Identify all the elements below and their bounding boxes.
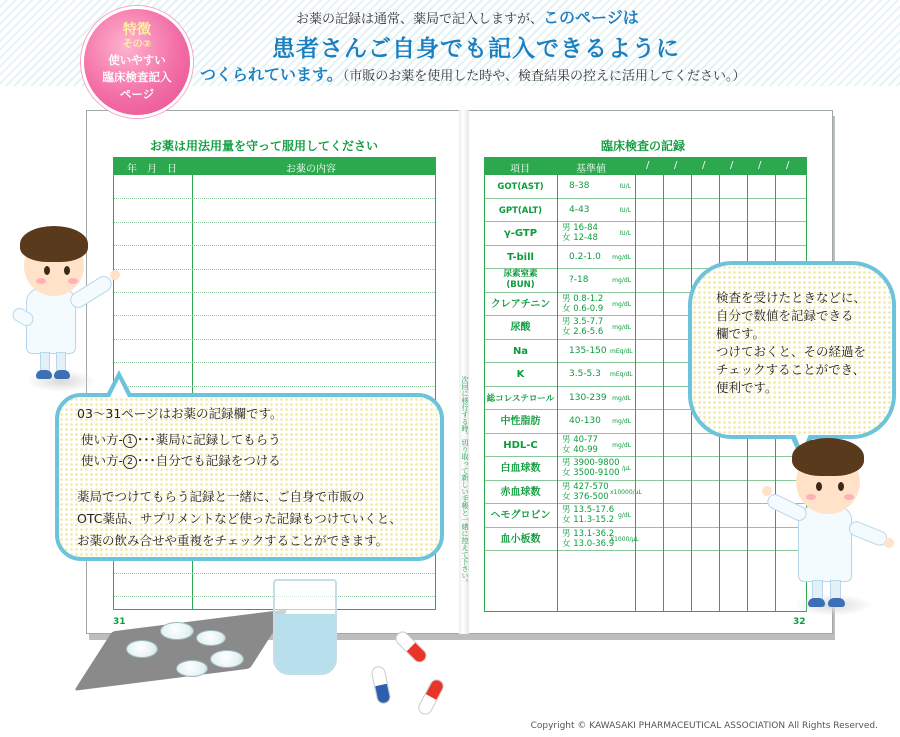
hand bbox=[884, 538, 894, 548]
tablet bbox=[126, 640, 158, 658]
lab-reference-value: 0.2-1.0 bbox=[569, 251, 601, 262]
lab-item-name: 赤血球数 bbox=[500, 486, 541, 498]
lab-item-name: 尿酸 bbox=[510, 322, 531, 333]
col-date-slash-1: / bbox=[646, 160, 650, 171]
shoe bbox=[36, 370, 52, 379]
lab-reference-value: 男 13.5-17.6 女 11.3-15.2 bbox=[562, 505, 615, 525]
col-date-header: 年 月 日 bbox=[127, 164, 177, 175]
cheek bbox=[36, 278, 46, 284]
medication-rule-line bbox=[114, 362, 435, 363]
leg bbox=[56, 352, 66, 372]
lab-item-name: γ-GTP bbox=[503, 228, 538, 239]
lab-coat bbox=[798, 506, 852, 582]
usage-1-prefix: 使い方- bbox=[81, 432, 124, 447]
headline-line-1-text: お薬の記録は通常、薬局で記入しますが、 bbox=[296, 12, 544, 27]
col-date-slash-2: / bbox=[674, 160, 678, 171]
lab-item-name: 血小板数 bbox=[500, 533, 541, 545]
lab-unit: X1000/μL bbox=[610, 535, 639, 543]
usage-1-number: 1 bbox=[123, 434, 137, 448]
cheek bbox=[844, 494, 854, 500]
medication-rule-line bbox=[114, 222, 435, 223]
bubble-left-para-2: OTC薬品、サプリメントなど使った記録もつけていくと、 bbox=[77, 511, 402, 526]
col-date-slash-3: / bbox=[702, 160, 706, 171]
badge-label-3: ページ bbox=[119, 87, 155, 101]
cheek bbox=[806, 494, 816, 500]
lab-item-name: Na bbox=[512, 345, 529, 357]
tablet bbox=[160, 622, 194, 640]
copyright-text: Copyright © KAWASAKI PHARMACEUTICAL ASSOCIATION All Rights Reserved. bbox=[530, 721, 878, 731]
eye bbox=[816, 482, 822, 491]
lab-item-name: T-bill bbox=[507, 251, 534, 263]
medication-rule-line bbox=[114, 245, 435, 246]
lab-unit: mg/dL bbox=[612, 441, 631, 449]
bubble-right-line-3: 欄です。 bbox=[716, 326, 766, 341]
lab-reference-value: 男 16-84 女 12-48 bbox=[562, 223, 598, 243]
headline-line-3 bbox=[200, 62, 745, 85]
headline-line-3-text: （市販のお薬を使用した時や、検査結果の控えに活用してください。） bbox=[342, 69, 746, 84]
col-reference-header: 基準値 bbox=[576, 164, 606, 175]
usage-1-text: ･･･薬局に記録してもらう bbox=[137, 432, 281, 447]
lab-unit: mEq/dL bbox=[610, 347, 633, 355]
lab-row bbox=[485, 504, 806, 528]
lab-item-name: 尿素窒素 (BUN) bbox=[503, 269, 538, 290]
tablet bbox=[176, 660, 208, 677]
lab-divider bbox=[557, 158, 558, 611]
hair bbox=[792, 438, 864, 476]
lab-unit: mg/dL bbox=[612, 300, 631, 308]
badge-title: 特徴 bbox=[123, 22, 151, 38]
bubble-right-line-1: 検査を受けたときなどに、 bbox=[716, 290, 867, 305]
lab-row bbox=[485, 175, 806, 199]
leg bbox=[812, 580, 823, 600]
bubble-right-line-2: 自分で数値を記録できる bbox=[716, 308, 854, 323]
lab-item-name: ヘモグロビン bbox=[490, 510, 551, 521]
bubble-right-line-6: 便利です。 bbox=[716, 380, 778, 395]
lab-reference-value: 3.5-5.3 bbox=[569, 369, 601, 379]
right-page-number: 32 bbox=[793, 617, 806, 627]
shoe bbox=[828, 598, 845, 607]
hair bbox=[20, 226, 88, 262]
bubble-left-line-1: 03～31ページはお薬の記録欄です。 bbox=[77, 406, 283, 421]
lab-unit: mg/dL bbox=[612, 277, 631, 284]
medication-rule-line bbox=[114, 386, 435, 387]
shoe bbox=[54, 370, 70, 379]
lab-reference-value: 男 3900-9800 女 3500-9100 bbox=[562, 458, 620, 478]
headline-main: 患者さんご自身でも記入できるように bbox=[272, 36, 680, 62]
lab-reference-value: 130-239 bbox=[569, 392, 607, 403]
lab-unit: x10000/μL bbox=[610, 488, 642, 496]
lab-reference-value: 男 40-77 女 40-99 bbox=[562, 434, 598, 455]
lab-row bbox=[485, 457, 806, 481]
lab-unit: mEq/dL bbox=[610, 371, 633, 378]
leg bbox=[830, 580, 841, 600]
lab-item-name: K bbox=[516, 369, 525, 380]
lab-reference-value: 4-43 bbox=[569, 204, 590, 215]
badge-number: その② bbox=[122, 39, 152, 50]
headline-line-1 bbox=[296, 5, 639, 28]
lab-coat bbox=[26, 288, 76, 354]
pharmacist-boy-left bbox=[0, 224, 128, 394]
headline-line-1-emphasis: このページは bbox=[543, 8, 639, 27]
lab-item-name: GPT(ALT) bbox=[498, 205, 543, 216]
hand bbox=[110, 270, 120, 280]
cheek bbox=[68, 278, 78, 284]
left-page-number: 31 bbox=[113, 617, 126, 627]
eye bbox=[838, 482, 844, 491]
lab-unit: mg/dL bbox=[612, 418, 631, 425]
lab-item-name: GOT(AST) bbox=[497, 182, 544, 192]
col-content-header: お薬の内容 bbox=[286, 164, 336, 175]
lab-reference-value: 男 3.5-7.7 女 2.6-5.6 bbox=[562, 317, 604, 337]
lab-row bbox=[485, 199, 806, 223]
lab-unit: IU/L bbox=[619, 230, 631, 237]
usage-2-number: 2 bbox=[123, 455, 137, 469]
medication-rule-line bbox=[114, 573, 435, 574]
usage-2-text: ･･･自分でも記録をつける bbox=[137, 453, 281, 468]
hand bbox=[762, 486, 772, 496]
medication-table-header bbox=[114, 158, 435, 175]
water-glass bbox=[273, 579, 337, 675]
lab-item-name: 総コレステロール bbox=[486, 393, 555, 404]
lab-reference-value: 男 13.1-36.2 女 13.0-36.9 bbox=[562, 528, 615, 549]
bubble-left-usage-2 bbox=[81, 452, 281, 470]
lab-divider bbox=[663, 158, 664, 611]
lab-unit: mg/dL bbox=[612, 394, 631, 402]
lab-unit: g/dL bbox=[618, 512, 631, 519]
lab-item-name: HDL-C bbox=[503, 439, 538, 451]
lab-unit: mg/dL bbox=[612, 253, 631, 261]
badge-label-2: 臨床検査記入 bbox=[102, 70, 172, 84]
medication-rule-line bbox=[114, 315, 435, 316]
lab-reference-value: 男 0.8-1.2 女 0.6-0.9 bbox=[562, 293, 604, 314]
lab-unit: mg/dL bbox=[612, 324, 631, 331]
medication-rule-line bbox=[114, 292, 435, 293]
medication-rule-line bbox=[114, 339, 435, 340]
col-date-slash-5: / bbox=[758, 160, 762, 171]
right-page-title: 臨床検査の記録 bbox=[601, 139, 686, 153]
left-page-title: お薬は用法用量を守って服用してください bbox=[150, 139, 379, 153]
tablet bbox=[196, 630, 226, 646]
lab-reference-value: 135-150 bbox=[569, 345, 607, 356]
medication-rule-line bbox=[114, 269, 435, 270]
lab-reference-value: 男 427-570 女 376-500 bbox=[562, 481, 609, 502]
badge-label-1: 使いやすい bbox=[108, 53, 166, 67]
col-date-slash-6: / bbox=[786, 160, 790, 171]
leg bbox=[40, 352, 50, 372]
lab-unit: IU/L bbox=[619, 183, 631, 190]
bubble-right-line-5: チェックすることができ、 bbox=[716, 362, 866, 377]
col-item-header: 項目 bbox=[510, 164, 530, 175]
capsule-red bbox=[416, 677, 446, 717]
medication-rule-line bbox=[114, 198, 435, 199]
bubble-left-para-1: 薬局でつけてもらう記録と一緒に、ご自身で市販の bbox=[77, 489, 365, 504]
lab-unit: IU/L bbox=[619, 206, 631, 214]
lab-reference-value: 8-38 bbox=[569, 181, 590, 191]
lab-item-name: 中性脂肪 bbox=[500, 416, 541, 427]
usage-2-prefix: 使い方- bbox=[81, 453, 124, 468]
headline-line-3-emphasis: つくられています。 bbox=[200, 65, 343, 84]
capsule-blue bbox=[370, 665, 392, 705]
lab-unit: /μL bbox=[621, 465, 631, 472]
feature-badge bbox=[81, 6, 193, 118]
lab-divider bbox=[635, 158, 636, 611]
bubble-left-para-3: お薬の飲み合せや重複をチェックすることができます。 bbox=[77, 533, 389, 548]
lab-table-header bbox=[485, 158, 806, 175]
eye bbox=[44, 266, 50, 275]
arm bbox=[847, 519, 890, 548]
bubble-right-line-4: つけておくと、その経過を bbox=[716, 344, 867, 359]
tablet bbox=[210, 650, 244, 668]
pharmacist-boy-right bbox=[760, 430, 898, 620]
lab-row bbox=[485, 222, 806, 246]
lab-row bbox=[485, 528, 806, 552]
bubble-left-usage-1 bbox=[81, 431, 281, 449]
lab-item-name: クレアチニン bbox=[490, 298, 551, 310]
lab-reference-value: ?-18 bbox=[569, 275, 589, 285]
lab-row bbox=[485, 481, 806, 505]
lab-item-name: 白血球数 bbox=[500, 463, 541, 474]
shoe bbox=[808, 598, 825, 607]
cut-line-note: 次回に移行する時、切り取って新しい手帳と一緒に控えて下さい。 bbox=[461, 376, 469, 586]
col-date-slash-4: / bbox=[730, 160, 734, 171]
eye bbox=[64, 266, 70, 275]
lab-reference-value: 40-130 bbox=[569, 416, 601, 426]
